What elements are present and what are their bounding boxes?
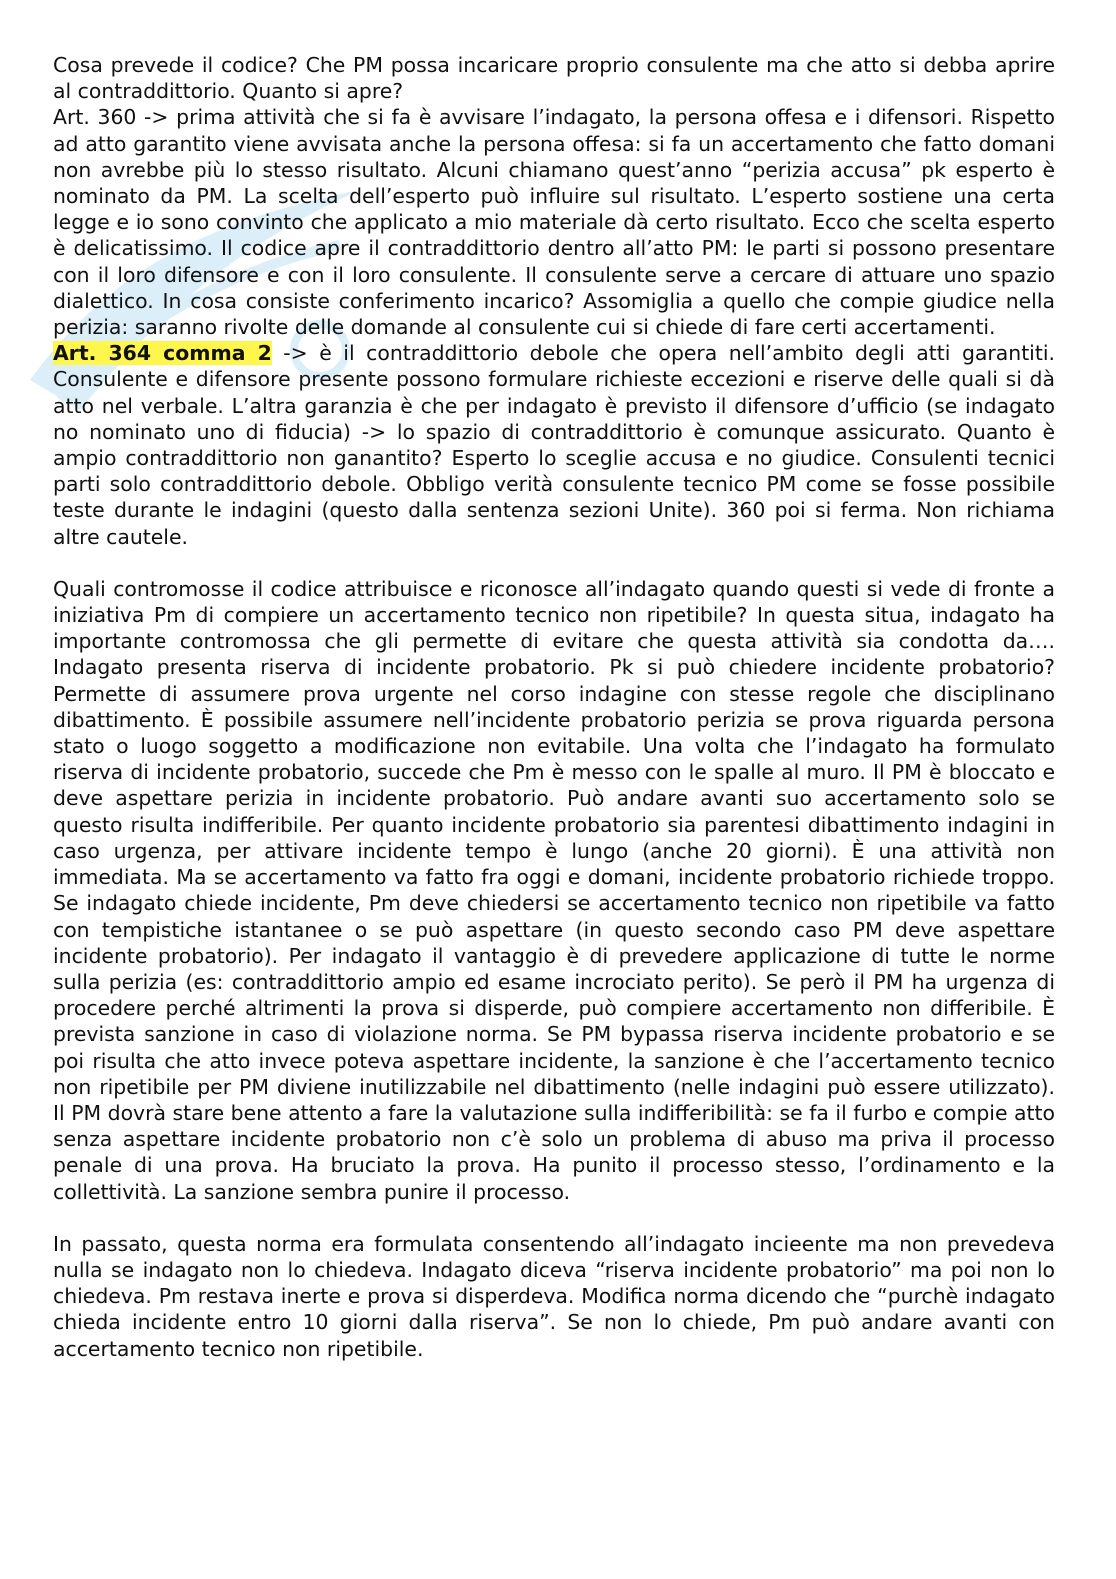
- paragraph-1-body: Art. 360 -> prima attività che si fa è avvisare l’indagato, la persona offesa e i difensori. Rispetto ad atto garantito viene avvisata anche la persona offesa: si fa un accertamento che fatto domani non avrebbe più lo stesso risultato. Alcuni chiamano quest’anno “perizia accusa” pk esperto è nominato da PM. La scelta dell’esperto può influire sul risultato. L’esperto sostiene una certa legge e io sono convinto che applicato a mio materiale dà certo risultato. Ecco che scelta esperto è delicatissimo. Il codice apre il contraddittorio dentro all’atto PM: le parti si possono presentare con il loro difensore e con il loro consulente. Il consulente serve a cercare di attuare uno spazio dialettico. In cosa consiste conferimento incarico? Assomiglia a quello che compie giudice nella perizia: saranno rivolte delle domande al consulente cui si chiede di fare certi accertamenti.: [53, 105, 1055, 340]
- paragraph-1-line-1: Cosa prevede il codice? Che PM possa incaricare proprio consulente ma che atto si debba aprire al contraddittorio. Quanto si apre?: [53, 53, 1055, 104]
- paragraph-3: In passato, questa norma era formulata consentendo all’indagato incieente ma non prevedeva nulla se indagato non lo chiedeva. Indagato diceva “riserva incidente probatorio” ma poi non lo chiedeva. Pm restava inerte e prova si disperdeva. Modifica norma dicendo che “purchè indagato chieda incidente entro 10 giorni dalla riserva”. Se non lo chiede, Pm può andare avanti con accertamento tecnico non ripetibile.: [53, 1231, 1055, 1361]
- paragraph-1-after-highlight: -> è il contraddittorio debole che opera nell’ambito degli atti garantiti. Consulente e difensore presente possono formulare richieste eccezioni e riserve delle quali si dà atto nel verbale. L’altra garanzia è che per indagato è previsto il difensore d’ufficio (se indagato no nominato uno di fiducia) -> lo spazio di contraddittorio è comunque assicurato. Quanto è ampio contraddittorio non ganantito? Esperto lo sceglie accusa e no giudice. Consulenti tecnici parti solo contraddittorio debole. Obbligo verità consulente tecnico PM come se fosse possibile teste durante le indagini (questo dalla sentenza sezioni Unite). 360 poi si ferma. Non richiama altre cautele.: [53, 341, 1055, 549]
- highlighted-article-reference: Art. 364 comma 2: [53, 341, 272, 366]
- paragraph-2: Quali contromosse il codice attribuisce e riconosce all’indagato quando questi si vede di fronte a iniziativa Pm di compiere un accertamento tecnico non ripetibile? In questa situa, indagato ha importante contromossa che gli permette di evitare che questa attività sia condotta da…. Indagato presenta riserva di incidente probatorio. Pk si può chiedere incidente probatorio? Permette di assumere prova urgente nel corso indagine con stesse regole che disciplinano dibattimento. È possibile assumere nell’incidente probatorio perizia se prova riguarda persona stato o luogo soggetto a modificazione non evitabile. Una volta che l’indagato ha formulato riserva di incidente probatorio, succede che Pm è messo con le spalle al muro. Il PM è bloccato e deve aspettare perizia in incidente probatorio. Può andare avanti suo accertamento solo se questo risulta indifferibile. Per quanto incidente probatorio sia parentesi dibattimento indagini in caso urgenza, per attivare incidente tempo è lungo (anche 20 giorni). È una attività non immediata. Ma se accertamento va fatto fra oggi e domani, incidente probatorio richiede troppo. Se indagato chiede incidente, Pm deve chiedersi se accertamento tecnico non ripetibile va fatto con tempistiche istantanee o se può aspettare (in questo secondo caso PM deve aspettare incidente probatorio). Per indagato il vantaggio è di prevedere applicazione di tutte le norme sulla perizia (es: contraddittorio ampio ed esame incrociato perito). Se però il PM ha urgenza di procedere perché altrimenti la prova si disperde, può compiere accertamento non differibile. È prevista sanzione in caso di violazione norma. Se PM bypassa riserva incidente probatorio e se poi risulta che atto invece poteva aspettare incidente, la sanzione è che l’accertamento tecnico non ripetibile per PM diviene inutilizzabile nel dibattimento (nelle indagini può essere utilizzato). Il PM dovrà stare bene attento a fare la valutazione sulla indifferibilità: se fa il furbo e compie atto senza aspettare incidente probatorio non c’è solo un problema di abuso ma priva il processo penale di una prova. Ha bruciato la prova. Ha punito il processo stesso, l’ordinamento e la collettività. La sanzione sembra punire il processo.: [53, 576, 1055, 1204]
- document-body: [53, 52, 1055, 1362]
- paragraph-1: [53, 52, 1055, 550]
